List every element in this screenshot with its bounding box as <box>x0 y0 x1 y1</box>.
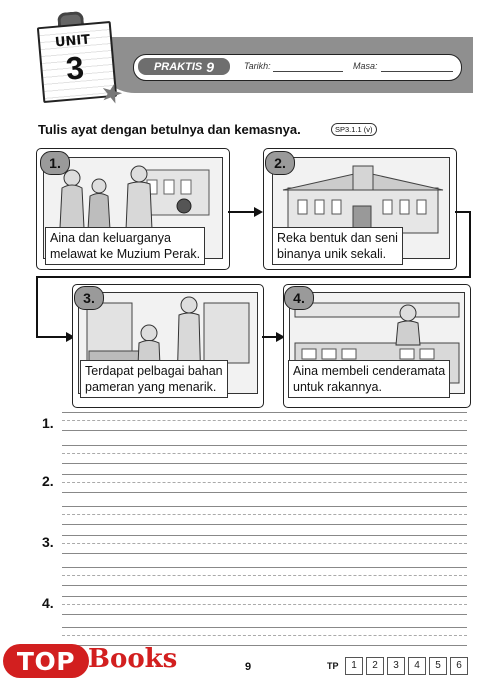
writing-guide <box>62 575 467 576</box>
tp-level-box[interactable]: 3 <box>387 657 405 675</box>
connector-segment-d <box>36 276 38 338</box>
masa-label: Masa: <box>353 61 378 71</box>
arrow-head-1 <box>254 207 263 217</box>
unit-number: 3 <box>64 49 86 87</box>
writing-guide <box>62 453 467 454</box>
tp-level-box[interactable]: 2 <box>366 657 384 675</box>
connector-segment-c <box>36 276 471 278</box>
panel-3-caption <box>80 360 228 398</box>
panel-2-caption-line2: binanya unik sekali. <box>277 247 387 261</box>
writing-guide <box>62 482 467 483</box>
writing-line[interactable] <box>62 627 467 628</box>
tp-level-box[interactable]: 1 <box>345 657 363 675</box>
writing-guide <box>62 420 467 421</box>
writing-line[interactable] <box>62 463 467 464</box>
answer-1-number: 1. <box>42 415 54 431</box>
writing-guide <box>62 604 467 605</box>
praktis-badge <box>138 58 230 75</box>
writing-line[interactable] <box>62 553 467 554</box>
writing-line[interactable] <box>62 535 467 536</box>
panel-4-caption-line1: Aina membeli cenderamata <box>293 364 446 378</box>
panel-4-caption <box>288 360 450 398</box>
topbooks-logo-top: TOP <box>3 644 89 678</box>
tarikh-field[interactable] <box>273 71 343 72</box>
masa-field[interactable] <box>381 71 453 72</box>
praktis-label: PRAKTIS <box>153 60 203 73</box>
tp-level-box[interactable]: 6 <box>450 657 468 675</box>
tp-level-box[interactable]: 4 <box>408 657 426 675</box>
writing-line[interactable] <box>62 474 467 475</box>
panel-2-caption-line1: Reka bentuk dan seni <box>277 231 398 245</box>
answer-3-number: 3. <box>42 534 54 550</box>
writing-guide <box>62 543 467 544</box>
panel-2-caption <box>272 227 403 265</box>
connector-segment-b <box>469 211 471 278</box>
arrow-right-1 <box>228 211 254 213</box>
writing-line[interactable] <box>62 585 467 586</box>
panel-4-caption-line2: untuk rakannya. <box>293 380 382 394</box>
tp-level-box[interactable]: 5 <box>429 657 447 675</box>
panel-3-number: 3. <box>74 286 104 310</box>
arrow-right-3 <box>262 336 276 338</box>
writing-line[interactable] <box>62 492 467 493</box>
writing-line[interactable] <box>62 412 467 413</box>
writing-line[interactable] <box>62 596 467 597</box>
page-number: 9 <box>245 661 252 673</box>
panel-1-caption-line2: melawat ke Muzium Perak. <box>50 247 201 261</box>
topbooks-logo-books: Books <box>88 644 178 674</box>
answer-4-number: 4. <box>42 595 54 611</box>
panel-1-number: 1. <box>40 151 70 175</box>
writing-line[interactable] <box>62 445 467 446</box>
writing-line[interactable] <box>62 614 467 615</box>
standard-code-badge: SP3.1.1 (v) <box>331 123 377 136</box>
panel-4-number: 4. <box>284 286 314 310</box>
star-icon: ★ <box>96 75 127 111</box>
writing-guide <box>62 514 467 515</box>
unit-label: UNIT <box>54 32 91 51</box>
instruction-text: Tulis ayat dengan betulnya dan kemasnya. <box>38 122 301 137</box>
writing-line[interactable] <box>62 567 467 568</box>
answer-2-number: 2. <box>42 473 54 489</box>
writing-line[interactable] <box>62 430 467 431</box>
panel-1-caption-line1: Aina dan keluarganya <box>50 231 171 245</box>
praktis-number: 9 <box>206 58 215 75</box>
writing-guide <box>62 635 467 636</box>
panel-1-caption <box>45 227 205 265</box>
tarikh-label: Tarikh: <box>244 61 271 71</box>
connector-segment-e <box>36 336 66 338</box>
panel-3-caption-line1: Terdapat pelbagai bahan <box>85 364 223 378</box>
panel-3-caption-line2: pameran yang menarik. <box>85 380 217 394</box>
writing-line[interactable] <box>62 524 467 525</box>
panel-2-number: 2. <box>265 151 295 175</box>
writing-line[interactable] <box>62 506 467 507</box>
tp-label: TP <box>327 661 339 671</box>
